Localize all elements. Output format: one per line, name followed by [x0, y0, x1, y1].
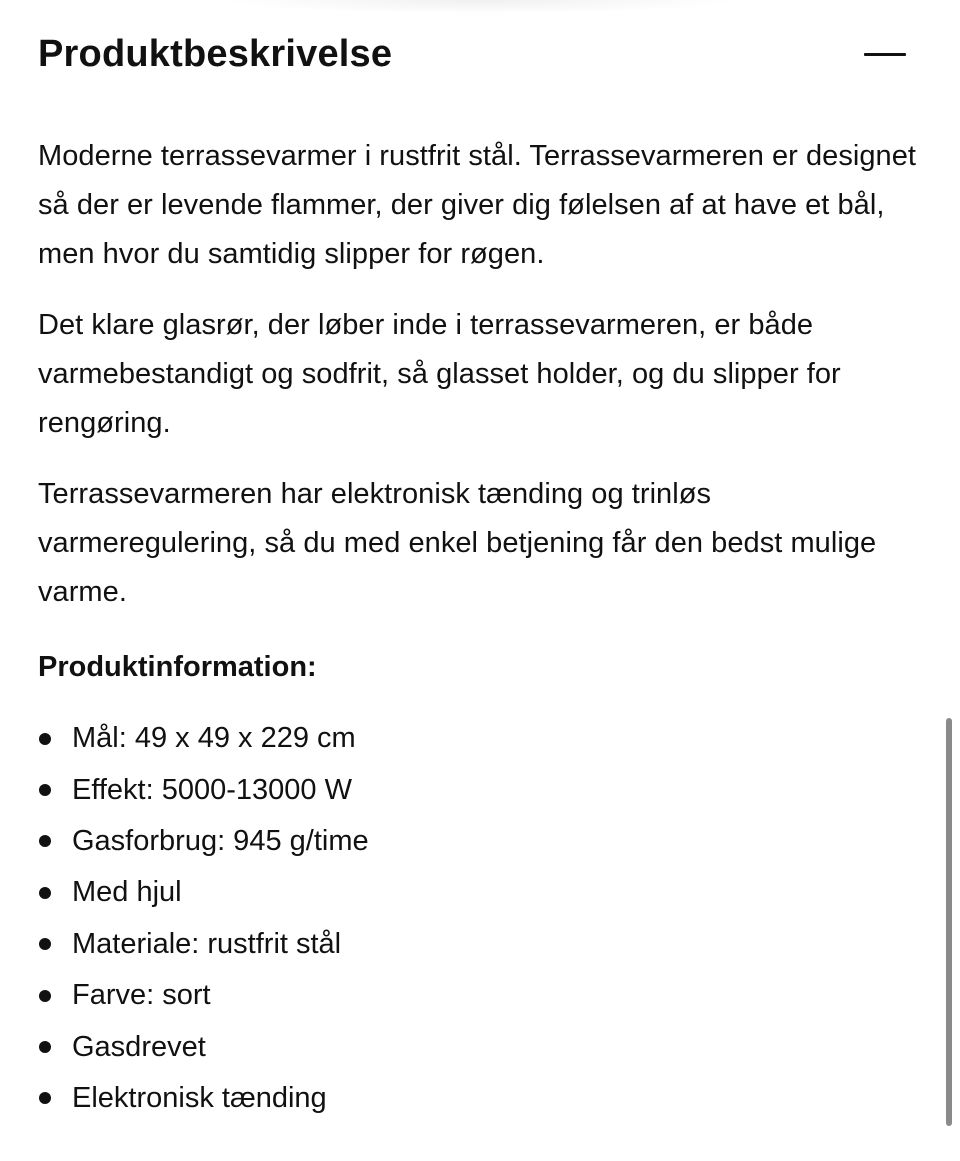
product-info-heading: Produktinformation:	[38, 651, 317, 683]
list-item-text: Med hjul	[72, 876, 182, 909]
bullet-icon	[39, 990, 51, 1002]
list-item	[38, 1073, 928, 1124]
bullet-icon	[39, 1092, 51, 1104]
list-item	[38, 816, 928, 867]
list-item	[38, 713, 928, 764]
list-item	[38, 970, 928, 1021]
list-item-text: Gasforbrug: 945 g/time	[72, 824, 369, 857]
list-item	[38, 867, 928, 918]
description-paragraph: Moderne terrassevarmer i rustfrit stål. Terrassevarmeren er designet så der er levende flammer, der giver dig følelsen af at have et bål, men hvor du samtidig slipper for røgen.	[38, 140, 917, 270]
list-item	[38, 764, 928, 815]
bullet-icon	[39, 938, 51, 950]
product-description	[38, 132, 928, 1124]
bullet-icon	[39, 733, 51, 745]
bullet-icon	[39, 1041, 51, 1053]
list-item	[38, 919, 928, 970]
section-header[interactable]	[38, 26, 906, 82]
collapse-button[interactable]	[864, 34, 906, 74]
description-paragraph: Terrassevarmeren har elektronisk tænding og trinløs varmeregulering, så du med enkel betjening får den bedst mulige varme.	[38, 478, 877, 608]
bullet-icon	[39, 887, 51, 899]
description-paragraph: Det klare glasrør, der løber inde i terrassevarmeren, er både varmebestandigt og sodfrit, så glasset holder, og du slipper for rengøring.	[38, 309, 841, 439]
section-title: Produktbeskrivelse	[38, 32, 393, 75]
list-item-text: Mål: 49 x 49 x 229 cm	[72, 722, 356, 755]
list-item	[38, 1021, 928, 1072]
list-item-text: Materiale: rustfrit stål	[72, 927, 342, 960]
bullet-icon	[39, 835, 51, 847]
list-item-text: Gasdrevet	[72, 1030, 206, 1063]
scrollbar[interactable]	[946, 718, 952, 1126]
list-item-text: Effekt: 5000-13000 W	[72, 773, 352, 806]
bullet-icon	[39, 784, 51, 796]
list-item-text: Farve: sort	[72, 979, 211, 1012]
minus-icon	[864, 53, 906, 56]
top-shadow	[0, 0, 960, 18]
list-item-text: Elektronisk tænding	[72, 1081, 327, 1114]
product-info-list	[38, 713, 928, 1124]
